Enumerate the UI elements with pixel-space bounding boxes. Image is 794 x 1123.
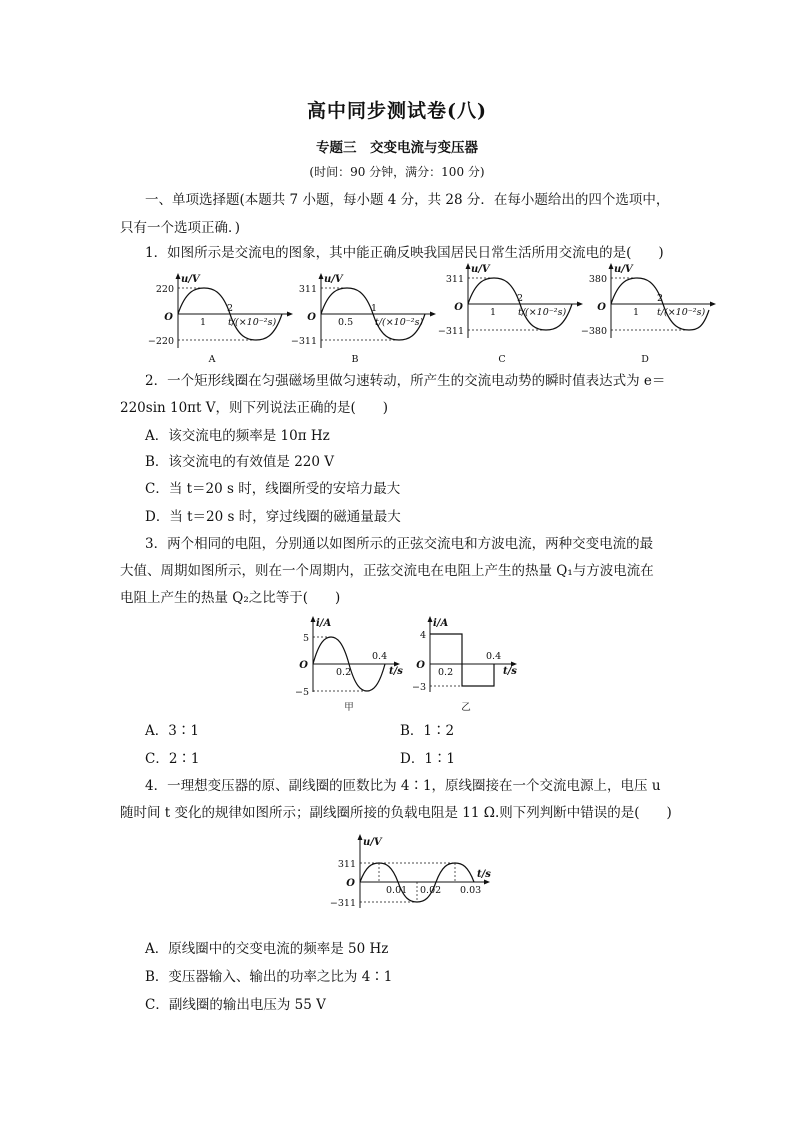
q1-d-peak: 380: [588, 274, 607, 285]
q1-c-ylabel: u/V: [471, 264, 490, 275]
page-subtitle: 专题三 交变电流与变压器: [316, 140, 478, 156]
q3-yi-peak: 4: [419, 630, 426, 641]
q4-ylabel: u/V: [363, 837, 382, 848]
q3-graph-yi: [412, 616, 517, 713]
section-intro-line2: 只有一个选项正确．): [120, 220, 241, 236]
q3-jia-ylabel: i/A: [316, 618, 332, 629]
q1-a-trough: −220: [147, 336, 174, 347]
q4-stem-line2: 随时间 t 变化的规律如图所示；副线圈所接的负载电阻是 11 Ω.则下列判断中错误的是( ): [120, 805, 672, 821]
q1-d-caption: D: [641, 354, 649, 365]
q1-c-trough: −311: [437, 326, 464, 337]
q1-b-tick1: 0.5: [338, 317, 354, 328]
q3-yi-tick2: 0.4: [486, 651, 502, 662]
q1-a-origin: O: [164, 312, 173, 323]
q1-stem: 1．如图所示是交流电的图象，其中能正确反映我国居民日常生活所用交流电的是( ): [145, 245, 664, 261]
q3-yi-caption: 乙: [461, 702, 471, 713]
q3-option-b[interactable]: B．1∶2: [400, 723, 455, 739]
q3-jia-xlabel: t/s: [389, 666, 403, 677]
q4-stem-line1: 4．一理想变压器的原、副线圈的匝数比为 4∶1，原线圈接在一个交流电源上，电压 u: [145, 778, 661, 794]
q1-b-peak: 311: [298, 284, 317, 295]
q3-option-d[interactable]: D．1∶1: [400, 751, 456, 767]
q1-b-ylabel: u/V: [324, 274, 343, 285]
q3-graph-jia: [295, 616, 403, 713]
q1-a-ylabel: u/V: [181, 274, 200, 285]
q3-yi-xlabel: t/s: [503, 666, 517, 677]
exam-meta: (时间：90 分钟，满分：100 分): [309, 165, 485, 179]
q1-d-tick1: 1: [633, 307, 640, 318]
q3-jia-tick1: 0.2: [336, 667, 352, 678]
q1-c-peak: 311: [445, 274, 464, 285]
q3-stem-line1: 3．两个相同的电阻，分别通以如图所示的正弦交流电和方波电流，两种交变电流的最: [145, 536, 654, 552]
q4-origin: O: [346, 878, 355, 889]
q1-a-caption: A: [208, 354, 216, 365]
q1-c-tick1: 1: [490, 307, 497, 318]
q1-graph-d: [581, 263, 716, 365]
q3-yi-ylabel: i/A: [433, 618, 449, 629]
q1-b-trough: −311: [290, 336, 317, 347]
q4-option-b[interactable]: B．变压器输入、输出的功率之比为 4∶1: [145, 969, 393, 985]
q3-yi-tick1: 0.2: [438, 667, 454, 678]
q1-a-tick1: 1: [200, 317, 207, 328]
q2-stem-line1: 2．一个矩形线圈在匀强磁场里做匀速转动，所产生的交流电动势的瞬时值表达式为 e＝: [145, 373, 666, 389]
q1-d-trough: −380: [580, 326, 607, 337]
q2-stem-line2: 220sin 10πt V，则下列说法正确的是( ): [120, 400, 389, 416]
q4-tick3: 0.03: [460, 885, 482, 896]
q3-graphs: [285, 612, 545, 717]
q4-tick1: 0.01: [386, 885, 408, 896]
q4-peak: 311: [337, 859, 356, 870]
q1-d-ylabel: u/V: [614, 264, 633, 275]
q1-b-origin: O: [307, 312, 316, 323]
q3-stem-line3: 电阻上产生的热量 Q₂之比等于( ): [120, 590, 341, 606]
q3-jia-tick2: 0.4: [372, 651, 388, 662]
q1-graph-a: [148, 273, 293, 365]
q4-option-c[interactable]: C．副线圈的输出电压为 55 V: [145, 997, 326, 1013]
q2-option-b[interactable]: B．该交流电的有效值是 220 V: [145, 454, 335, 470]
q3-jia-trough: −5: [294, 687, 309, 698]
q2-option-c[interactable]: C．当 t＝20 s 时，线圈所受的安培力最大: [145, 481, 401, 497]
q1-c-origin: O: [454, 302, 463, 313]
q1-b-caption: B: [351, 354, 359, 365]
q1-b-tick2: 1: [371, 303, 378, 314]
q1-graph-b: [291, 273, 436, 365]
q1-c-xlabel: t/(×10⁻²s): [518, 307, 567, 318]
q2-option-a[interactable]: A．该交流电的频率是 10π Hz: [145, 428, 330, 444]
q3-option-a[interactable]: A．3∶1: [145, 723, 199, 739]
q1-graph-c: [438, 263, 583, 365]
q1-c-tick2: 2: [517, 293, 524, 304]
q1-d-origin: O: [597, 302, 606, 313]
q4-graph: [322, 830, 502, 912]
q4-tick2: 0.02: [420, 885, 442, 896]
page-title: 高中同步测试卷(八): [307, 100, 487, 122]
q4-trough: −311: [329, 898, 356, 909]
q4-xlabel: t/s: [477, 869, 491, 880]
q1-d-xlabel: t/(×10⁻²s): [657, 307, 706, 318]
q3-jia-origin: O: [299, 660, 308, 671]
q3-stem-line2: 大值、周期如图所示，则在一个周期内，正弦交流电在电阻上产生的热量 Q₁与方波电流在: [120, 563, 654, 579]
q1-a-xlabel: t/(×10⁻²s): [228, 317, 277, 328]
q4-option-a[interactable]: A．原线圈中的交变电流的频率是 50 Hz: [145, 941, 389, 957]
q1-a-tick2: 2: [227, 303, 234, 314]
q3-yi-trough: −3: [411, 682, 426, 693]
q1-c-caption: C: [498, 354, 506, 365]
q3-jia-peak: 5: [302, 633, 309, 644]
q2-option-d[interactable]: D．当 t＝20 s 时，穿过线圈的磁通量最大: [145, 509, 401, 525]
section-intro-line1: 一、单项选择题(本题共 7 小题，每小题 4 分，共 28 分．在每小题给出的四个选项中，: [145, 192, 670, 208]
q3-option-c[interactable]: C．2∶1: [145, 751, 200, 767]
q1-graphs: [140, 264, 720, 365]
q1-a-peak: 220: [155, 284, 174, 295]
q3-yi-origin: O: [416, 660, 425, 671]
q3-jia-caption: 甲: [344, 702, 354, 713]
q1-b-xlabel: t/(×10⁻²s): [375, 317, 424, 328]
q1-d-tick2: 2: [657, 293, 664, 304]
